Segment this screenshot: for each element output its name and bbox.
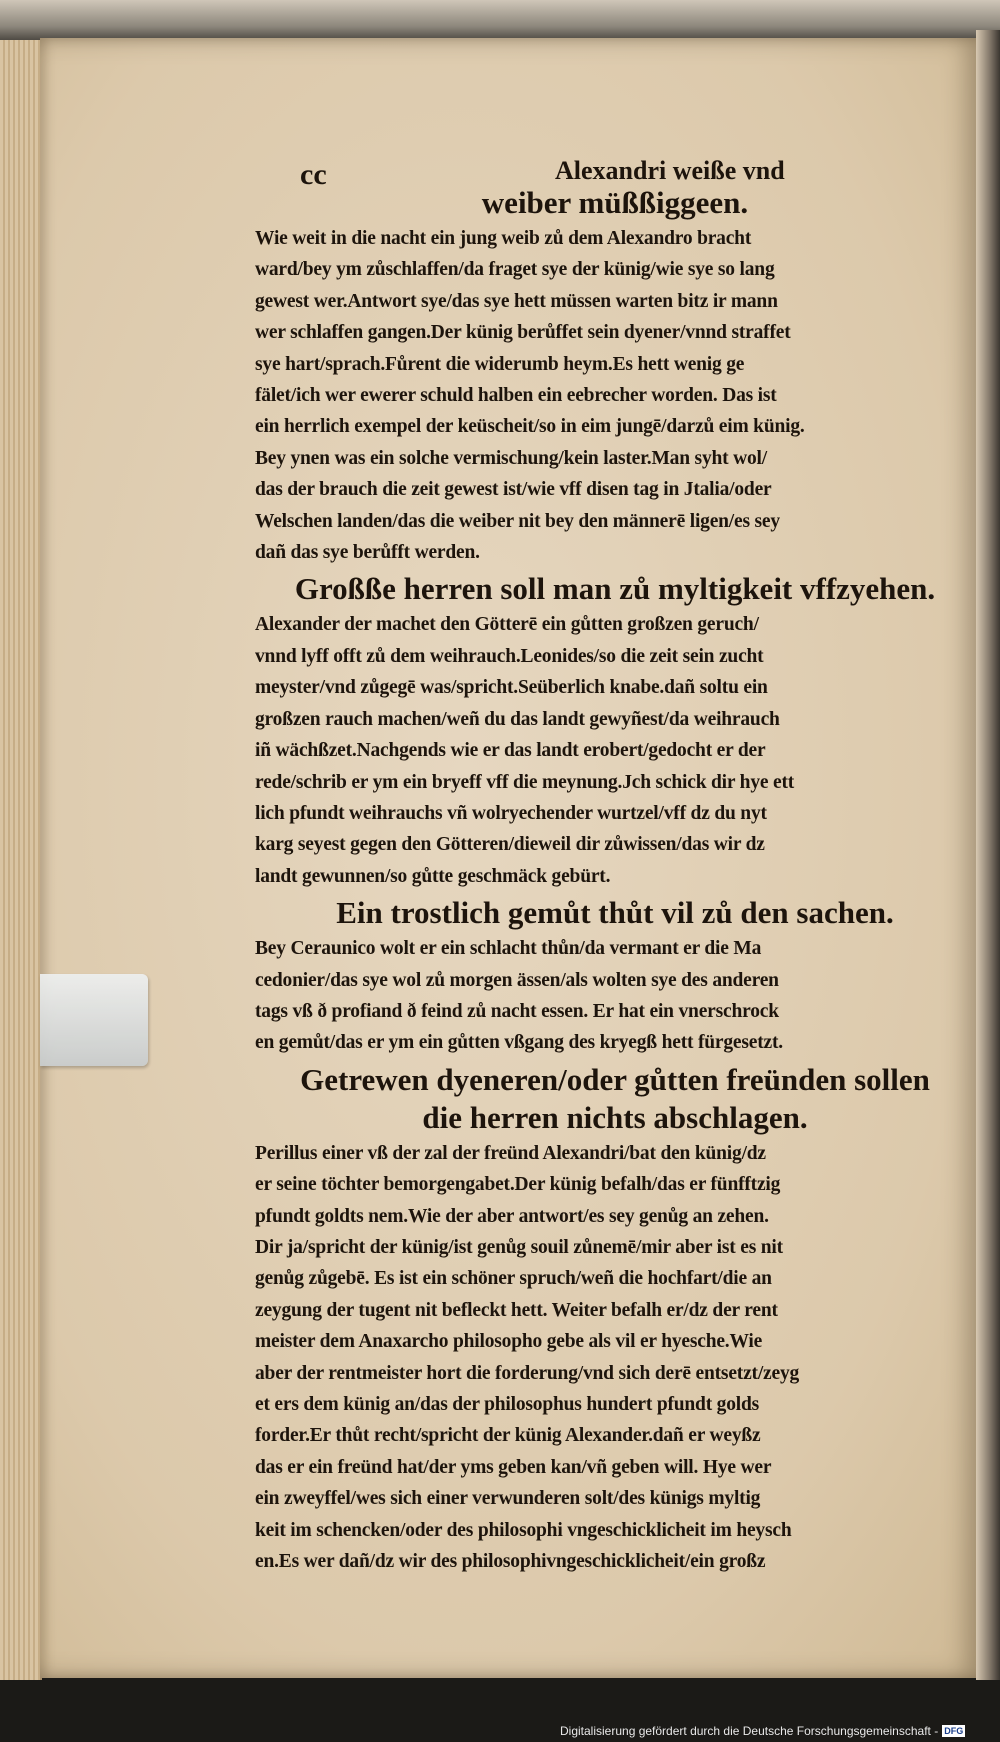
dfg-logo: DFG (944, 1726, 964, 1736)
section-heading-continued: die herren nichts abschlagen. (422, 1099, 808, 1135)
text-line: zeygung der tugent nit befleckt hett. Weiter befalh er/dz der rent (255, 1299, 778, 1321)
text-line: forder.Er thůt recht/spricht der künig Alexander.dañ er weyßz (255, 1425, 761, 1447)
text-line: Dir ja/spricht der künig/ist genůg souil zůnemē/mir aber ist es nit (255, 1236, 783, 1258)
text-line: en gemůt/das er ym ein gůtten vßgang des kryegß hett fürgesetzt. (255, 1032, 783, 1054)
text-line: Welschen landen/das die weiber nit bey den männerē ligen/es sey (255, 510, 780, 532)
text-line: landt gewunnen/so gůtte geschmäck gebürt. (255, 865, 611, 887)
section-heading: Ein trostlich gemůt thůt vil zů den sachen. (336, 895, 894, 931)
section-heading: weiber müßßiggeen. (481, 185, 749, 220)
text-line: fälet/ich wer ewerer schuld halben ein eebrecher worden. Das ist (255, 385, 777, 407)
text-line: pfundt goldts nem.Wie der aber antwort/es sey genůg an zehen. (255, 1205, 769, 1227)
text-line: et ers dem künig an/das der philosophus hundert pfundt golds (255, 1394, 760, 1415)
text-line: Wie weit in die nacht ein jung weib zů dem Alexandro bracht (255, 228, 752, 249)
text-line: tags vß ð profiand ð feind zů nacht essen. Er hat ein vnerschrock (255, 1000, 779, 1022)
text-line: aber der rentmeister hort die forderung/vnd sich derē entsetzt/zeyg (255, 1362, 800, 1384)
text-line: Bey Ceraunico wolt er ein schlacht thůn/da vermant er die Ma (255, 938, 762, 960)
footer-text: Digitalisierung gefördert durch die Deutsche Forschungsgemeinschaft - (560, 1724, 939, 1738)
footer-credit (560, 1721, 965, 1741)
text-line: karg seyest gegen den Götteren/dieweil dir zůwissen/das wir dz (255, 834, 765, 856)
text-line: er seine töchter bemorgengabet.Der künig befalh/das er fünfftzig (255, 1174, 781, 1196)
page-stack-edge (0, 40, 42, 1680)
text-line: rede/schrib er ym ein bryeff vff die meynung.Jch schick dir hye ett (255, 771, 795, 793)
book-gutter (976, 30, 1000, 1680)
text-line: en.Es wer dañ/dz wir des philosophivngeschicklicheit/ein großz (255, 1551, 766, 1573)
text-line: sye hart/sprach.Fůrent die widerumb heym.Es hett wenig ge (255, 353, 745, 375)
text-line: genůg zůgebē. Es ist ein schöner spruch/weñ die hochfart/die an (255, 1268, 772, 1290)
text-line: ein zweyffel/wes sich einer verwunderen solt/des künigs myltig (255, 1488, 761, 1510)
text-line: dañ das sye berůfft werden. (255, 542, 480, 564)
text-line: großzen rauch machen/weñ du das landt gewyñest/da weihrauch (255, 708, 780, 730)
text-line: keit im schencken/oder des philosophi vngeschicklicheit im heysch (255, 1519, 792, 1541)
page-text (255, 132, 975, 1577)
text-line: das der brauch die zeit gewest ist/wie vff disen tag in Jtalia/oder (255, 479, 772, 501)
text-line: Bey ynen was ein solche vermischung/kein laster.Man syht wol/ (255, 447, 767, 469)
text-line: lich pfundt weihrauchs vñ wolryechender wurtzel/vff dz du nyt (255, 802, 767, 824)
text-line: cedonier/das sye wol zů morgen ässen/als wolten sye des anderen (255, 969, 779, 991)
text-blocks (255, 186, 975, 1577)
section-heading: Großße herren soll man zů myltigkeit vffzyehen. (294, 571, 936, 607)
section-heading: Getrewen dyeneren/oder gůtten freünden sollen (300, 1061, 930, 1097)
page-marker-tab (40, 974, 148, 1066)
running-head-title: Alexandri weiße vnd (555, 156, 785, 185)
text-line: vnnd lyff offt zů dem weihrauch.Leonides/so die zeit sein zucht (255, 645, 764, 667)
text-line: iñ wächßzet.Nachgends wie er das landt erobert/gedocht er der (255, 740, 766, 762)
text-line: das er ein freünd hat/der yms geben kan/vñ geben will. Hye wer (255, 1456, 772, 1478)
text-line: ward/bey ym zůschlaffen/da fraget sye der künig/wie sye so lang (255, 259, 775, 281)
folio-number: cc (300, 158, 327, 191)
text-line: ein herrlich exempel der keüscheit/so in eim jungē/darzů eim künig. (255, 416, 805, 438)
text-line: gewest wer.Antwort sye/das sye hett müssen warten bitz ir mann (255, 290, 778, 312)
text-line: wer schlaffen gangen.Der künig berůffet sein dyener/vnnd straffet (255, 322, 791, 344)
running-head (300, 132, 975, 191)
text-line: Alexander der machet den Götterē ein gůtten großzen geruch/ (255, 614, 759, 636)
text-line: Perillus einer vß der zal der freünd Alexandri/bat den künig/dz (255, 1142, 766, 1164)
text-line: meyster/vnd zůgegē was/spricht.Seüberlich knabe.dañ soltu ein (255, 677, 768, 699)
text-line: meister dem Anaxarcho philosopho gebe als vil er hyesche.Wie (255, 1331, 763, 1353)
